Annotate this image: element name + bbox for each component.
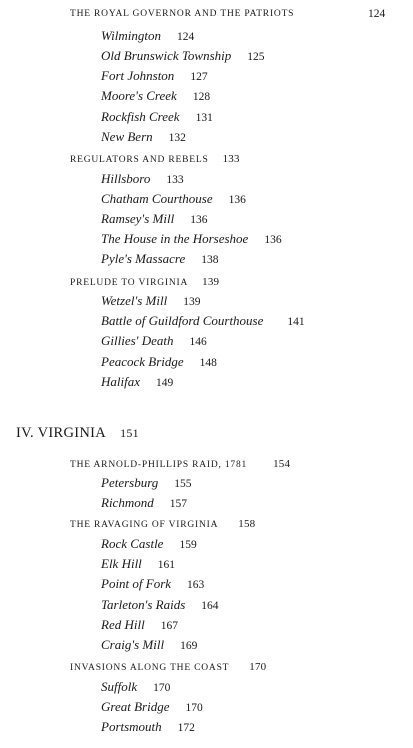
toc-place-title: Peacock Bridge xyxy=(101,354,184,369)
toc-place-title: Wetzel's Mill xyxy=(101,293,168,308)
toc-place-title: Craig's Mill xyxy=(101,637,165,652)
toc-place-title: Battle of Guildford Courthouse xyxy=(101,313,264,328)
toc-place xyxy=(101,88,210,104)
toc-place xyxy=(101,48,265,64)
toc-place-page: 159 xyxy=(179,539,197,551)
toc-place-page: 169 xyxy=(180,640,198,652)
toc-place xyxy=(101,475,192,491)
toc-place-title: Chatham Courthouse xyxy=(101,191,213,206)
toc-place-page: 155 xyxy=(174,478,192,490)
toc-place-page: 161 xyxy=(157,559,176,571)
toc-place-page: 136 xyxy=(264,234,282,246)
toc-place-page: 163 xyxy=(187,579,205,591)
toc-place-page: 139 xyxy=(183,296,201,308)
toc-section-title: REGULATORS AND REBELS xyxy=(70,155,209,165)
toc-place-title: Fort Johnston xyxy=(101,68,175,83)
toc-place-page: 157 xyxy=(169,498,187,510)
toc-place xyxy=(101,679,170,695)
toc-part-page: 151 xyxy=(120,426,139,440)
toc-place xyxy=(101,637,197,653)
toc-place-page: 138 xyxy=(201,254,219,266)
toc-place-page: 124 xyxy=(176,31,195,43)
toc-section xyxy=(70,9,294,19)
toc-place xyxy=(101,171,184,187)
toc-place-page: 170 xyxy=(153,682,171,694)
toc-section xyxy=(70,518,255,530)
toc-place-title: Halifax xyxy=(101,374,140,389)
toc-place-page: 133 xyxy=(166,174,184,186)
toc-place xyxy=(101,354,217,370)
toc-place-title: Rock Castle xyxy=(101,536,164,551)
toc-section xyxy=(70,458,290,470)
toc-place-title: Point of Fork xyxy=(101,576,172,591)
toc-place xyxy=(101,28,194,44)
toc-section-page: 139 xyxy=(202,276,220,288)
toc-place-page: 146 xyxy=(189,336,207,348)
toc-place-page: 172 xyxy=(177,722,195,734)
toc-section-page: 170 xyxy=(249,661,267,673)
toc-place-page: 127 xyxy=(190,71,208,83)
toc-section-title: THE ROYAL GOVERNOR AND THE PATRIOTS xyxy=(70,9,295,19)
toc-place-page: 167 xyxy=(160,620,178,632)
toc-place xyxy=(101,699,203,715)
toc-place-title: Old Brunswick Township xyxy=(101,48,232,63)
toc-place xyxy=(101,231,282,247)
toc-place-page: 148 xyxy=(199,357,217,369)
toc-place xyxy=(101,556,175,572)
toc-place-title: Great Bridge xyxy=(101,699,170,714)
toc-place-page: 131 xyxy=(195,112,213,124)
toc-place-title: Portsmouth xyxy=(101,719,162,734)
toc-place xyxy=(101,211,207,227)
toc-place-title: Petersburg xyxy=(101,475,159,490)
toc-section xyxy=(70,276,219,288)
toc-place xyxy=(101,719,195,735)
toc-place-title: New Bern xyxy=(101,129,153,144)
toc-place xyxy=(101,617,178,633)
toc-place xyxy=(101,129,186,145)
toc-section-page: 124 xyxy=(368,8,386,20)
toc-place-title: Moore's Creek xyxy=(101,88,177,103)
toc-place xyxy=(101,313,305,329)
toc-place-page: 136 xyxy=(228,194,246,206)
toc-place xyxy=(101,597,219,613)
toc-place-page: 132 xyxy=(168,132,186,144)
toc-place-title: Richmond xyxy=(101,495,154,510)
toc-place-title: Suffolk xyxy=(101,679,138,694)
toc-place-page: 170 xyxy=(185,702,203,714)
toc-place-title: Rockfish Creek xyxy=(101,109,180,124)
toc-section-title: INVASIONS ALONG THE COAST xyxy=(70,663,230,673)
toc-place xyxy=(101,576,204,592)
toc-place-title: Gillies' Death xyxy=(101,333,174,348)
toc-place xyxy=(101,293,200,309)
toc-place xyxy=(101,68,208,84)
toc-place xyxy=(101,333,207,349)
toc-place-title: Pyle's Massacre xyxy=(101,251,186,266)
toc-place xyxy=(101,109,213,125)
toc-section xyxy=(70,153,240,165)
toc-place-title: The House in the Horseshoe xyxy=(101,231,249,246)
toc-section-page: 158 xyxy=(238,518,256,530)
toc-place xyxy=(101,536,197,552)
toc-place-title: Tarleton's Raids xyxy=(101,597,186,612)
toc-place xyxy=(101,251,219,267)
toc-place-title: Ramsey's Mill xyxy=(101,211,175,226)
toc-place-title: Elk Hill xyxy=(101,556,142,571)
toc-section xyxy=(70,661,266,673)
toc-place-page: 128 xyxy=(192,91,211,103)
toc-place-title: Hillsboro xyxy=(101,171,151,186)
toc-place-page: 136 xyxy=(190,214,208,226)
toc-part-heading xyxy=(16,425,139,442)
toc-place-title: Red Hill xyxy=(101,617,145,632)
toc-place-page: 164 xyxy=(201,600,219,612)
toc-place-page: 141 xyxy=(287,316,305,328)
toc-place-page: 125 xyxy=(247,51,265,63)
toc-place xyxy=(101,495,187,511)
toc-place-title: Wilmington xyxy=(101,28,161,43)
toc-place-page: 149 xyxy=(156,377,174,389)
toc-place xyxy=(101,191,246,207)
toc-section-title: PRELUDE TO VIRGINIA xyxy=(70,278,189,288)
toc-place xyxy=(101,374,173,390)
toc-section-title: THE ARNOLD-PHILLIPS RAID, 1781 xyxy=(70,460,248,470)
toc-section-page: 133 xyxy=(222,153,240,165)
toc-section-title: THE RAVAGING OF VIRGINIA xyxy=(70,520,219,530)
toc-part-title: IV. VIRGINIA xyxy=(16,425,107,441)
toc-section-page: 154 xyxy=(273,458,291,470)
